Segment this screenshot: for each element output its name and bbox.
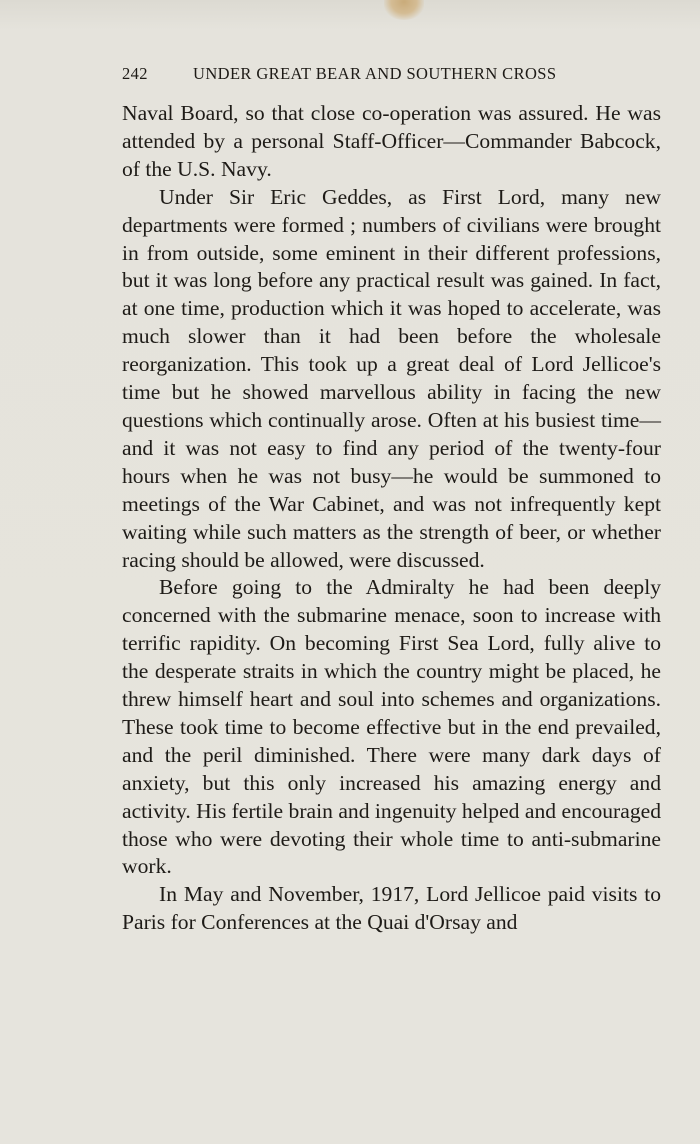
page-number: 242	[122, 64, 148, 83]
running-title: UNDER GREAT BEAR AND SOUTHERN CROSS	[193, 64, 557, 83]
paper-stain	[384, 0, 424, 20]
paragraph-continuation: Naval Board, so that close co-operation was assured. He was attended by a personal Staff-Officer—Commander Babcock, of the U.S. Navy.	[122, 101, 661, 181]
running-header	[122, 64, 602, 88]
paragraph-geddes: Under Sir Eric Geddes, as First Lord, many new departments were formed ; numbers of civilians were brought in from outside, some eminent in their different professions, but it was long before any practical result was gained. In fact, at one time, production which it was hoped to accelerate, was much slower than it had been before the wholesale reorganization. This took up a great deal of Lord Jellicoe's time but he showed marvellous ability in facing the new questions which continually arose. Often at his busiest time—and it was not easy to find any period of the twenty-four hours when he was not busy—he would be summoned to meetings of the War Cabinet, and was not infrequently kept waiting while such matters as the strength of beer, or whether racing should be allowed, were discussed.	[122, 184, 661, 572]
body-text	[122, 100, 661, 937]
paragraph-paris-visits: In May and November, 1917, Lord Jellicoe paid visits to Paris for Conferences at the Quai d'Orsay and	[122, 882, 661, 935]
paragraph-submarine: Before going to the Admiralty he had been deeply concerned with the submarine menace, soon to increase with terrific rapidity. On becoming First Sea Lord, fully alive to the desperate straits in which the country might be placed, he threw himself heart and soul into schemes and organizations. These took time to become effective but in the end prevailed, and the peril diminished. There were many dark days of anxiety, but this only increased his amazing energy and activity. His fertile brain and ingenuity helped and encouraged those who were devoting their whole time to anti-submarine work.	[122, 575, 661, 879]
